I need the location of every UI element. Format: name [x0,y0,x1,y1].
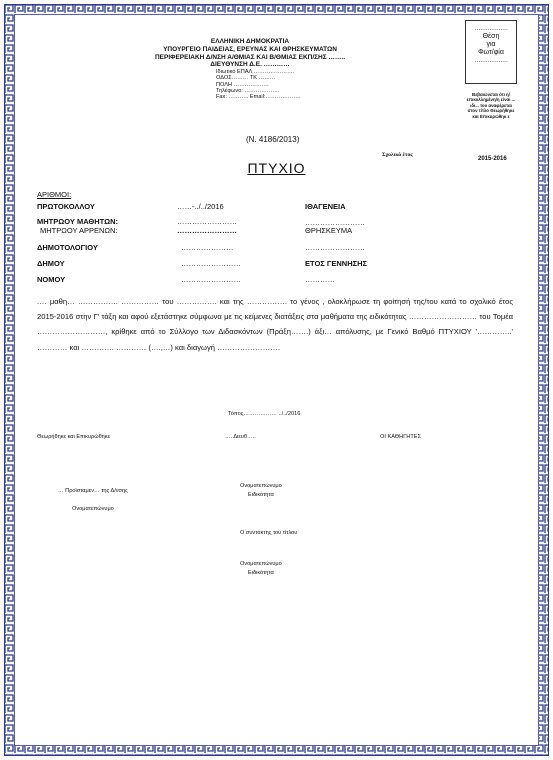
verification-year: 2015-2016 [478,156,507,162]
issuer-name: Ονοματεπώνυμο [240,561,282,567]
religion-value: …………………… [305,243,365,252]
head-name: Ονοματεπώνυμο [72,506,114,512]
header-city: ΠΟΛΗ ………………. [216,81,269,88]
header-ministry: ΥΠΟΥΡΓΕΙΟ ΠΑΙΔΕΙΑΣ, ΕΡΕΥΝΑΣ ΚΑΙ ΘΡΗΣΚΕΥΜΑΤΩΝ [163,45,337,53]
municipality-label: ΔΗΜΟΥ [37,259,65,268]
student-registry-label: ΜΗΤΡΩΟΥ ΜΑΘΗΤΩΝ: [37,217,119,226]
nationality-label: ΙΘΑΓΕΝΕΙΑ [305,202,346,211]
teachers-label: ΟΙ ΚΑΘΗΓΗΤΕΣ [380,434,421,440]
header-phone: Τηλέφωνο: ………………. [216,87,280,94]
header-regional-directorate: ΠΕΡΙΦΕΡΕΙΑΚΗ Δ/ΝΣΗ Α/ΘΜΙΑΣ ΚΑΙ Β/ΘΜΙΑΣ ΕΚΠ/ΣΗΣ …….. [154,53,346,61]
municipal-registry-label: ΔΗΜΟΤΟΛΟΓΙΟΥ [37,243,98,252]
photo-label-2: για [486,41,496,48]
birth-year-value: ………… [305,275,335,284]
photo-label-3: Φωτ/φία [478,49,504,56]
student-registry-value: …………………… [177,217,237,226]
men-registry-label: ΜΗΤΡΩΟΥ ΑΡΡΕΝΩΝ: [40,226,118,235]
header-street: ΟΔΟΣ……… ΤΚ ……… [216,75,276,82]
document-title [0,160,553,176]
photo-dots-top: ……………… [474,26,508,32]
religion-label: ΘΡΗΣΚΕΥΜΑ [305,226,353,235]
photo-placeholder [465,20,517,84]
issuer-label: Ο συντάκτης του τίτλου [240,530,298,536]
director-label: …. Διευθ….. [225,434,256,440]
men-registry-value: …………………… [177,226,237,235]
place-date-line: Τόπος……………… ../../2016 [228,411,301,417]
issuer-header [120,38,380,100]
director-name: Ονοματεπώνυμο [240,483,282,489]
director-specialty: Ειδικότητα [247,492,274,498]
title-text: ΠΤΥΧΙΟ [247,160,306,176]
numbers-heading: ΑΡΙΘΜΟΙ: [37,190,72,199]
law-reference: (Ν. 4186/2013) [246,135,300,144]
prefecture-value: …………………… [181,275,241,284]
school-year-label: Σχολικό έτος [382,152,413,158]
header-directorate: ΔΙΕΥΘΥΝΣΗ Δ.Ε. ………… [210,61,290,69]
photo-verification-note: Βεβαιώνεται ότι η/ επικολλημένη/η είναι ... ιδι... του αναφέρεται στον τίτλο Θεωρήθηκε και Επικυρώθηκ ε [466,92,516,119]
head-signature-block [58,482,128,518]
photo-label-1: Θέση [482,33,500,40]
director-signature-block [240,482,282,500]
issuer-signature-block [240,560,282,578]
certificate-body-text: .… μαθη… ……………. …………… του ……………. και της ……………. το γένος , ολοκλήρωσε τη φοίτησή της/του κατά το σχολικό έτος 2015-2016 στην Γ' τάξη και αφού εξετάστηκε σύμφωνα με τις κείμενες διατάξεις στα μαθήματα της ειδικότητας ……………………… του Τομέα ………………………, κρίθηκε από το Σύλλογο των Διδασκόντων (Πράξη…….) άξι… απόλυσης, με Γενικό Βαθμό ΠΤΥΧΙΟΥ '…………..' ………… και …………. ………… (….,…) και διαγωγή ……………………. [37,297,513,352]
photo-dots-bottom: ……………… [474,58,508,64]
header-school: Ιδιωτικό ΕΠΑΛ …………………. [216,69,295,76]
municipality-value: …………………… [181,259,241,268]
header-fax-email: Fax: ……….. Email:………………. [216,94,301,100]
protocol-value: ……-../../2016 [177,202,224,211]
head-title: … Προϊσταμεν… της Δ/νσης [58,488,128,494]
municipal-registry-value: ………………… [181,243,234,252]
header-republic: ΕΛΛΗΝΙΚΗ ΔΗΜΟΚΡΑΤΙΑ [210,38,290,45]
nationality-value: …………………… [305,218,365,227]
certified-label: Θεωρήθηκε και Επικυρώθηκε [37,434,111,440]
prefecture-label: ΝΟΜΟΥ [37,275,66,284]
issuer-specialty: Ειδικότητα [247,570,274,576]
protocol-label: ΠΡΩΤΟΚΟΛΛΟΥ [37,202,95,211]
birth-year-label: ΕΤΟΣ ΓΕΝΝΗΣΗΣ [305,259,368,268]
